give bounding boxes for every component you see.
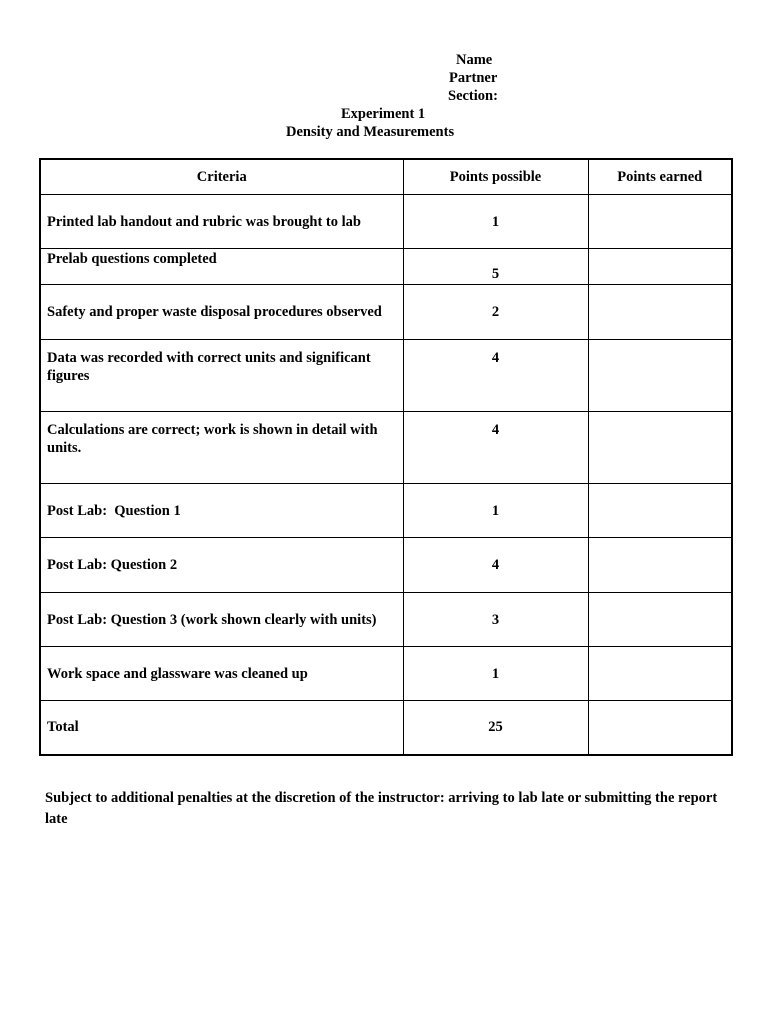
criteria-cell: Post Lab: Question 1 [40, 484, 403, 538]
partner-label: Partner [449, 70, 498, 86]
total-label-cell: Total [40, 701, 403, 755]
points-earned-cell[interactable] [588, 195, 732, 249]
points-possible-cell: 4 [403, 340, 588, 412]
points-possible-cell: 3 [403, 593, 588, 647]
section-label: Section: [448, 88, 498, 104]
points-earned-cell[interactable] [588, 647, 732, 701]
table-row [40, 593, 732, 647]
table-row [40, 412, 732, 484]
criteria-cell: Post Lab: Question 2 [40, 538, 403, 593]
table-row [40, 538, 732, 593]
points-earned-cell[interactable] [588, 249, 732, 285]
grading-rubric-table [39, 158, 733, 756]
points-earned-cell[interactable] [588, 340, 732, 412]
criteria-cell: Calculations are correct; work is shown in detail with units. [40, 412, 403, 484]
criteria-cell: Data was recorded with correct units and significant figures [40, 340, 403, 412]
points-earned-cell[interactable] [588, 412, 732, 484]
criteria-cell: Work space and glassware was cleaned up [40, 647, 403, 701]
points-possible-cell: 1 [403, 195, 588, 249]
column-header-points-possible: Points possible [403, 159, 588, 195]
points-earned-cell[interactable] [588, 285, 732, 340]
criteria-cell: Safety and proper waste disposal procedures observed [40, 285, 403, 340]
points-possible-cell: 4 [403, 538, 588, 593]
table-row [40, 340, 732, 412]
column-header-criteria: Criteria [40, 159, 403, 195]
total-points-cell: 25 [403, 701, 588, 755]
criteria-cell: Prelab questions completed [40, 249, 403, 285]
points-possible-cell: 4 [403, 412, 588, 484]
points-earned-cell[interactable] [588, 484, 732, 538]
points-possible-cell: 2 [403, 285, 588, 340]
table-row [40, 285, 732, 340]
points-possible-cell: 1 [403, 484, 588, 538]
table-row [40, 195, 732, 249]
table-row [40, 249, 732, 285]
column-header-points-earned: Points earned [588, 159, 732, 195]
experiment-heading: Experiment 1 [341, 106, 426, 122]
criteria-cell: Printed lab handout and rubric was brought to lab [40, 195, 403, 249]
penalty-note: Subject to additional penalties at the discretion of the instructor: arriving to lab late or submitting the report late [45, 790, 718, 827]
table-header-row [40, 159, 732, 195]
points-earned-cell[interactable] [588, 538, 732, 593]
total-earned-cell[interactable] [588, 701, 732, 755]
points-earned-cell[interactable] [588, 593, 732, 647]
criteria-cell: Post Lab: Question 3 (work shown clearly with units) [40, 593, 403, 647]
table-row-total [40, 701, 732, 755]
document-title: Density and Measurements [286, 124, 455, 140]
name-label: Name [456, 52, 493, 68]
points-possible-cell: 1 [403, 647, 588, 701]
points-possible-cell: 5 [403, 249, 588, 285]
table-row [40, 647, 732, 701]
table-row [40, 484, 732, 538]
